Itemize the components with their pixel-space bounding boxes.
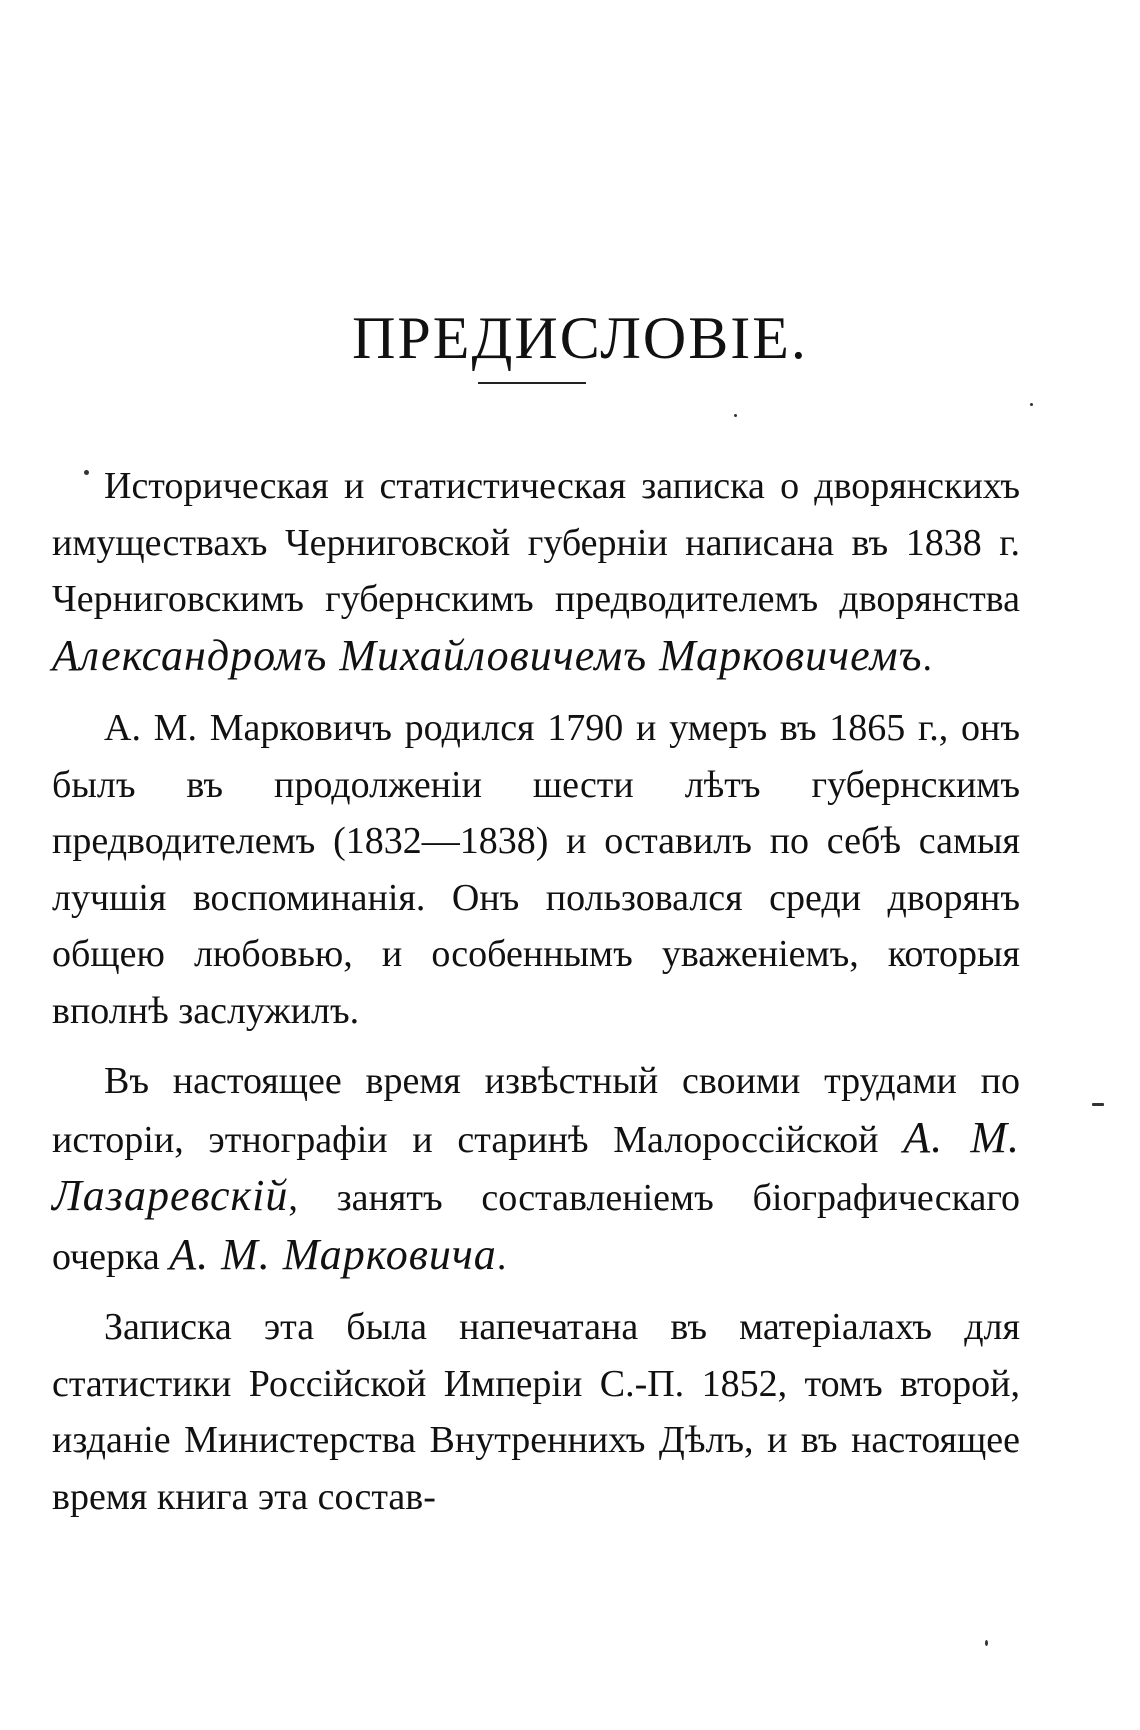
title-divider	[478, 382, 586, 384]
paragraph-4-text: Записка эта была напечатана въ матеріалахъ для статистики Россійской Имперіи С.-П. 1852, томъ второй, изданіе Министерства Внутреннихъ Дѣлъ, и въ настоящее время книга эта состав-	[52, 1306, 1020, 1518]
paragraph-1-text-b: .	[922, 636, 932, 679]
paragraph-4	[52, 1299, 1020, 1525]
paragraph-2-text: А. М. Марковичъ родился 1790 и умеръ въ 1865 г., онъ былъ въ продолженіи шести лѣтъ губернскимъ предводителемъ (1832—1838) и оставилъ по себѣ самыя лучшія воспоминанія. Онъ пользовался среди дворянъ общею любовью, и особеннымъ уваженіемъ, которыя вполнѣ заслужилъ.	[52, 707, 1020, 1032]
paragraph-3-text-a: Въ настоящее время извѣстный своими трудами по исторіи, этнографіи и старинѣ Малороссійской	[52, 1060, 1020, 1161]
paragraph-1	[52, 458, 1020, 686]
person-name-markovich-full: Александромъ Михайловичемъ Марковичемъ	[52, 630, 923, 680]
paragraph-1-text-a: Историческая и статистическая записка о дворянскихъ имуществахъ Черниговской губерніи написана въ 1838 г. Черниговскимъ губернскимъ предводителемъ дворянства	[52, 465, 1020, 620]
print-speck	[1030, 403, 1033, 406]
print-speck	[84, 470, 89, 475]
print-speck	[1092, 1103, 1104, 1106]
page-title: ПРЕДИСЛОВІЕ.	[352, 305, 808, 372]
paragraph-3-text-c: .	[496, 1235, 507, 1278]
person-name-lazarevsky: А. М. Лазаревскій	[52, 1112, 1021, 1220]
preface-body	[52, 458, 1020, 1539]
print-speck	[734, 414, 737, 417]
paragraph-3-text-b: , занятъ составленіемъ біографическаго очерка	[52, 1177, 1020, 1278]
paragraph-3	[52, 1053, 1020, 1285]
person-name-markovich: А. М. Марковича	[169, 1229, 497, 1279]
paragraph-2	[52, 700, 1020, 1039]
print-speck	[985, 1640, 988, 1646]
